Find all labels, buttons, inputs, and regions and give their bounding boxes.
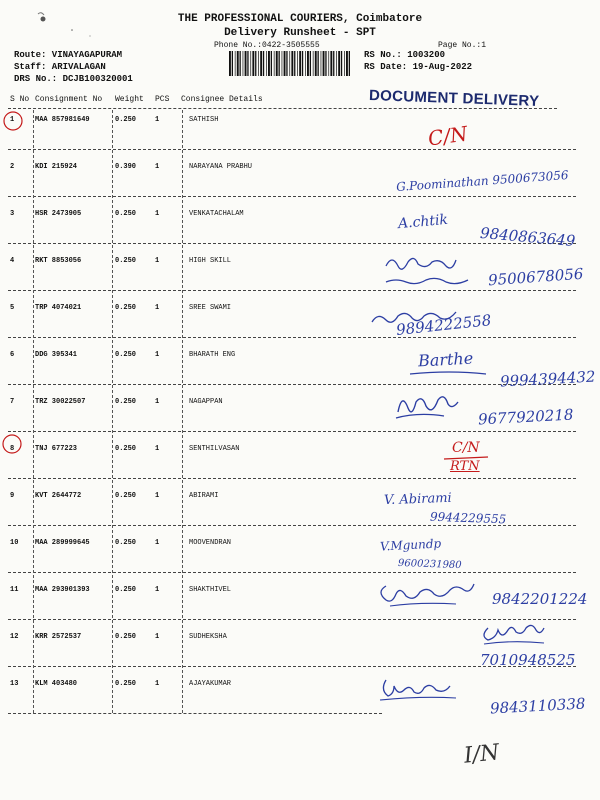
handwritten-rtn-row8: RTN: [450, 459, 480, 474]
row-5-weight: 0.250: [115, 304, 137, 312]
row-divider: [8, 431, 576, 432]
row-divider: [8, 196, 576, 197]
column-separator: [112, 110, 113, 713]
barcode-bar: [286, 51, 287, 76]
barcode-bar: [276, 51, 278, 76]
barcode-bar: [307, 51, 309, 76]
page-number: Page No.:1: [438, 41, 487, 50]
barcode-bar: [252, 51, 254, 76]
barcode-bar: [333, 51, 334, 76]
row-11-sno: 11: [10, 586, 19, 594]
row-10-sno: 10: [10, 539, 19, 547]
row-divider: [8, 619, 576, 620]
handwritten-cn-row8: C/N: [452, 440, 480, 456]
barcode-bar: [315, 51, 317, 76]
barcode-image: [229, 51, 351, 76]
barcode-bar: [330, 51, 332, 76]
handwritten-phone-row13: 9843110338: [489, 694, 586, 718]
barcode-bar: [247, 51, 248, 76]
barcode-bar: [325, 51, 326, 76]
barcode-bar: [344, 51, 345, 76]
row-5-consignee: SREE SWAMI: [189, 304, 232, 312]
row-12-weight: 0.250: [115, 633, 137, 641]
row-8-sno: 8: [10, 445, 15, 453]
row-5-consignment: TRP 4074021: [35, 304, 82, 312]
barcode-bar: [328, 51, 329, 76]
barcode-bar: [282, 51, 283, 76]
barcode-bar: [243, 51, 244, 76]
row-2-sno: 2: [10, 163, 15, 171]
row-12-pcs: 1: [155, 633, 160, 641]
row-9-pcs: 1: [155, 492, 160, 500]
barcode-bar: [279, 51, 280, 76]
row-2-pcs: 1: [155, 163, 160, 171]
barcode-bar: [235, 51, 236, 76]
handwritten-signature-row6: Barthe: [417, 348, 474, 371]
barcode-bar: [338, 51, 340, 76]
handwritten-signature-row9: V. Abirami: [383, 490, 452, 509]
handwritten-phone-row12: 7010948525: [480, 651, 576, 669]
row-6-pcs: 1: [155, 351, 160, 359]
barcode-bar: [346, 51, 348, 76]
row-7-pcs: 1: [155, 398, 160, 406]
row-9-weight: 0.250: [115, 492, 137, 500]
row-divider: [8, 290, 576, 291]
row-8-consignment: TNJ 677223: [35, 445, 78, 453]
barcode-bar: [250, 51, 251, 76]
row-divider: [8, 149, 576, 150]
row-5-sno: 5: [10, 304, 15, 312]
barcode-bar: [245, 51, 247, 76]
col-header-sno: S No: [10, 95, 30, 104]
column-separator: [33, 110, 34, 713]
rs-number: RS No.: 1003200: [364, 50, 446, 60]
barcode-bar: [302, 51, 303, 76]
barcode-bar: [274, 51, 275, 76]
handwritten-signature-row10: V.Mgundp: [379, 536, 442, 554]
row-8-pcs: 1: [155, 445, 160, 453]
row-10-pcs: 1: [155, 539, 160, 547]
handwritten-signature-row3: A.chtik: [397, 211, 449, 233]
row-8-consignee: SENTHILVASAN: [189, 445, 240, 453]
route-label: Route: VINAYAGAPURAM: [14, 50, 123, 60]
col-header-consignment: Consignment No: [35, 95, 103, 104]
row-13-weight: 0.250: [115, 680, 137, 688]
row-12-sno: 12: [10, 633, 19, 641]
handwritten-phone-row3: 9840863649: [479, 223, 577, 251]
row-6-consignee: BHARATH ENG: [189, 351, 236, 359]
row-divider: [8, 243, 576, 244]
row-2-consignee: NARAYANA PRABHU: [189, 163, 253, 171]
row-12-consignment: KRR 2572537: [35, 633, 82, 641]
row-11-weight: 0.250: [115, 586, 137, 594]
barcode-bar: [268, 51, 270, 76]
row-7-consignee: NAGAPPAN: [189, 398, 223, 406]
barcode-bar: [289, 51, 290, 76]
barcode-bar: [299, 51, 301, 76]
row-13-sno: 13: [10, 680, 19, 688]
row-4-weight: 0.250: [115, 257, 137, 265]
header-divider: [8, 108, 557, 109]
row-divider: [8, 572, 576, 573]
row-4-pcs: 1: [155, 257, 160, 265]
barcode-bar: [349, 51, 350, 76]
handwritten-phone-row9: 9944229555: [429, 509, 507, 527]
company-title: THE PROFESSIONAL COURIERS, Coimbatore: [177, 13, 423, 25]
row-1-weight: 0.250: [115, 116, 137, 124]
barcode-bar: [294, 51, 295, 76]
barcode-bar: [310, 51, 311, 76]
barcode-bar: [237, 51, 239, 76]
row-1-pcs: 1: [155, 116, 160, 124]
col-header-consignee: Consignee Details: [181, 95, 263, 104]
barcode-bar: [305, 51, 306, 76]
row-13-consignee: AJAYAKUMAR: [189, 680, 232, 688]
barcode-bar: [291, 51, 293, 76]
row-10-weight: 0.250: [115, 539, 137, 547]
barcode-bar: [229, 51, 231, 76]
barcode-bar: [255, 51, 256, 76]
handwritten-phone-row4: 9500678056: [487, 264, 584, 290]
handwritten-phone-row7: 9677920218: [477, 405, 574, 429]
row-1-sno: 1: [10, 116, 15, 124]
row-4-sno: 4: [10, 257, 15, 265]
barcode-bar: [260, 51, 262, 76]
row-1-consignment: MAA 857981649: [35, 116, 90, 124]
row-10-consignee: MOOVENDRAN: [189, 539, 232, 547]
row-10-consignment: MAA 289999645: [35, 539, 90, 547]
barcode-bar: [266, 51, 267, 76]
document-delivery-stamp: DOCUMENT DELIVERY: [368, 87, 540, 110]
handwritten-phone-row11: 9842201224: [492, 590, 588, 608]
row-4-consignee: HIGH SKILL: [189, 257, 232, 265]
row-13-pcs: 1: [155, 680, 160, 688]
barcode-bar: [318, 51, 319, 76]
row-divider: [8, 478, 576, 479]
row-8-weight: 0.250: [115, 445, 137, 453]
row-11-pcs: 1: [155, 586, 160, 594]
barcode-bar: [258, 51, 259, 76]
handwritten-phone-row10: 9600231980: [397, 557, 462, 572]
row-5-pcs: 1: [155, 304, 160, 312]
row-7-sno: 7: [10, 398, 15, 406]
row-6-weight: 0.250: [115, 351, 137, 359]
row-3-pcs: 1: [155, 210, 160, 218]
barcode-bar: [263, 51, 264, 76]
row-7-weight: 0.250: [115, 398, 137, 406]
row-6-sno: 6: [10, 351, 15, 359]
row-divider: [8, 337, 576, 338]
row-13-consignment: KLM 403480: [35, 680, 78, 688]
rs-date: RS Date: 19-Aug-2022: [364, 62, 473, 72]
runsheet-title: Delivery Runsheet - SPT: [224, 27, 376, 39]
barcode-bar: [284, 51, 286, 76]
row-11-consignee: SHAKTHIVEL: [189, 586, 232, 594]
row-4-consignment: RKT 8853056: [35, 257, 82, 265]
row-9-consignment: KVT 2644772: [35, 492, 82, 500]
row-3-weight: 0.250: [115, 210, 137, 218]
barcode-bar: [321, 51, 322, 76]
barcode-bar: [323, 51, 325, 76]
row-3-consignee: VENKATACHALAM: [189, 210, 244, 218]
row-divider: [8, 713, 382, 714]
col-header-pcs: PCS: [155, 95, 170, 104]
handwritten-cn-row1: C/N: [426, 121, 470, 151]
column-separator: [182, 110, 183, 713]
barcode-bar: [336, 51, 337, 76]
col-header-weight: Weight: [115, 95, 144, 104]
row-7-consignment: TRZ 30022507: [35, 398, 86, 406]
row-6-consignment: DDG 395341: [35, 351, 78, 359]
phone-number: Phone No.:0422-3505555: [214, 41, 320, 50]
handwritten-footer-mark: I/N: [462, 740, 501, 769]
handwritten-row2: G.Poominathan 9500673056: [395, 167, 569, 195]
handwritten-phone-row6: 9994394432: [499, 367, 596, 391]
handwritten-phone-row5: 9894222558: [395, 311, 493, 339]
row-12-consignee: SUDHEKSHA: [189, 633, 227, 641]
barcode-bar: [297, 51, 298, 76]
barcode-bar: [232, 51, 233, 76]
barcode-bar: [240, 51, 241, 76]
row-3-sno: 3: [10, 210, 15, 218]
row-divider: [8, 384, 576, 385]
row-1-consignee: SATHISH: [189, 116, 219, 124]
barcode-bar: [341, 51, 342, 76]
drs-number: DRS No.: DCJB100320001: [14, 74, 133, 84]
row-3-consignment: HSR 2473905: [35, 210, 82, 218]
row-9-sno: 9: [10, 492, 15, 500]
barcode-bar: [313, 51, 314, 76]
row-2-weight: 0.390: [115, 163, 137, 171]
barcode-bar: [271, 51, 272, 76]
row-11-consignment: MAA 293901393: [35, 586, 90, 594]
staff-label: Staff: ARIVALAGAN: [14, 62, 106, 72]
row-2-consignment: KDI 215924: [35, 163, 78, 171]
row-9-consignee: ABIRAMI: [189, 492, 219, 500]
